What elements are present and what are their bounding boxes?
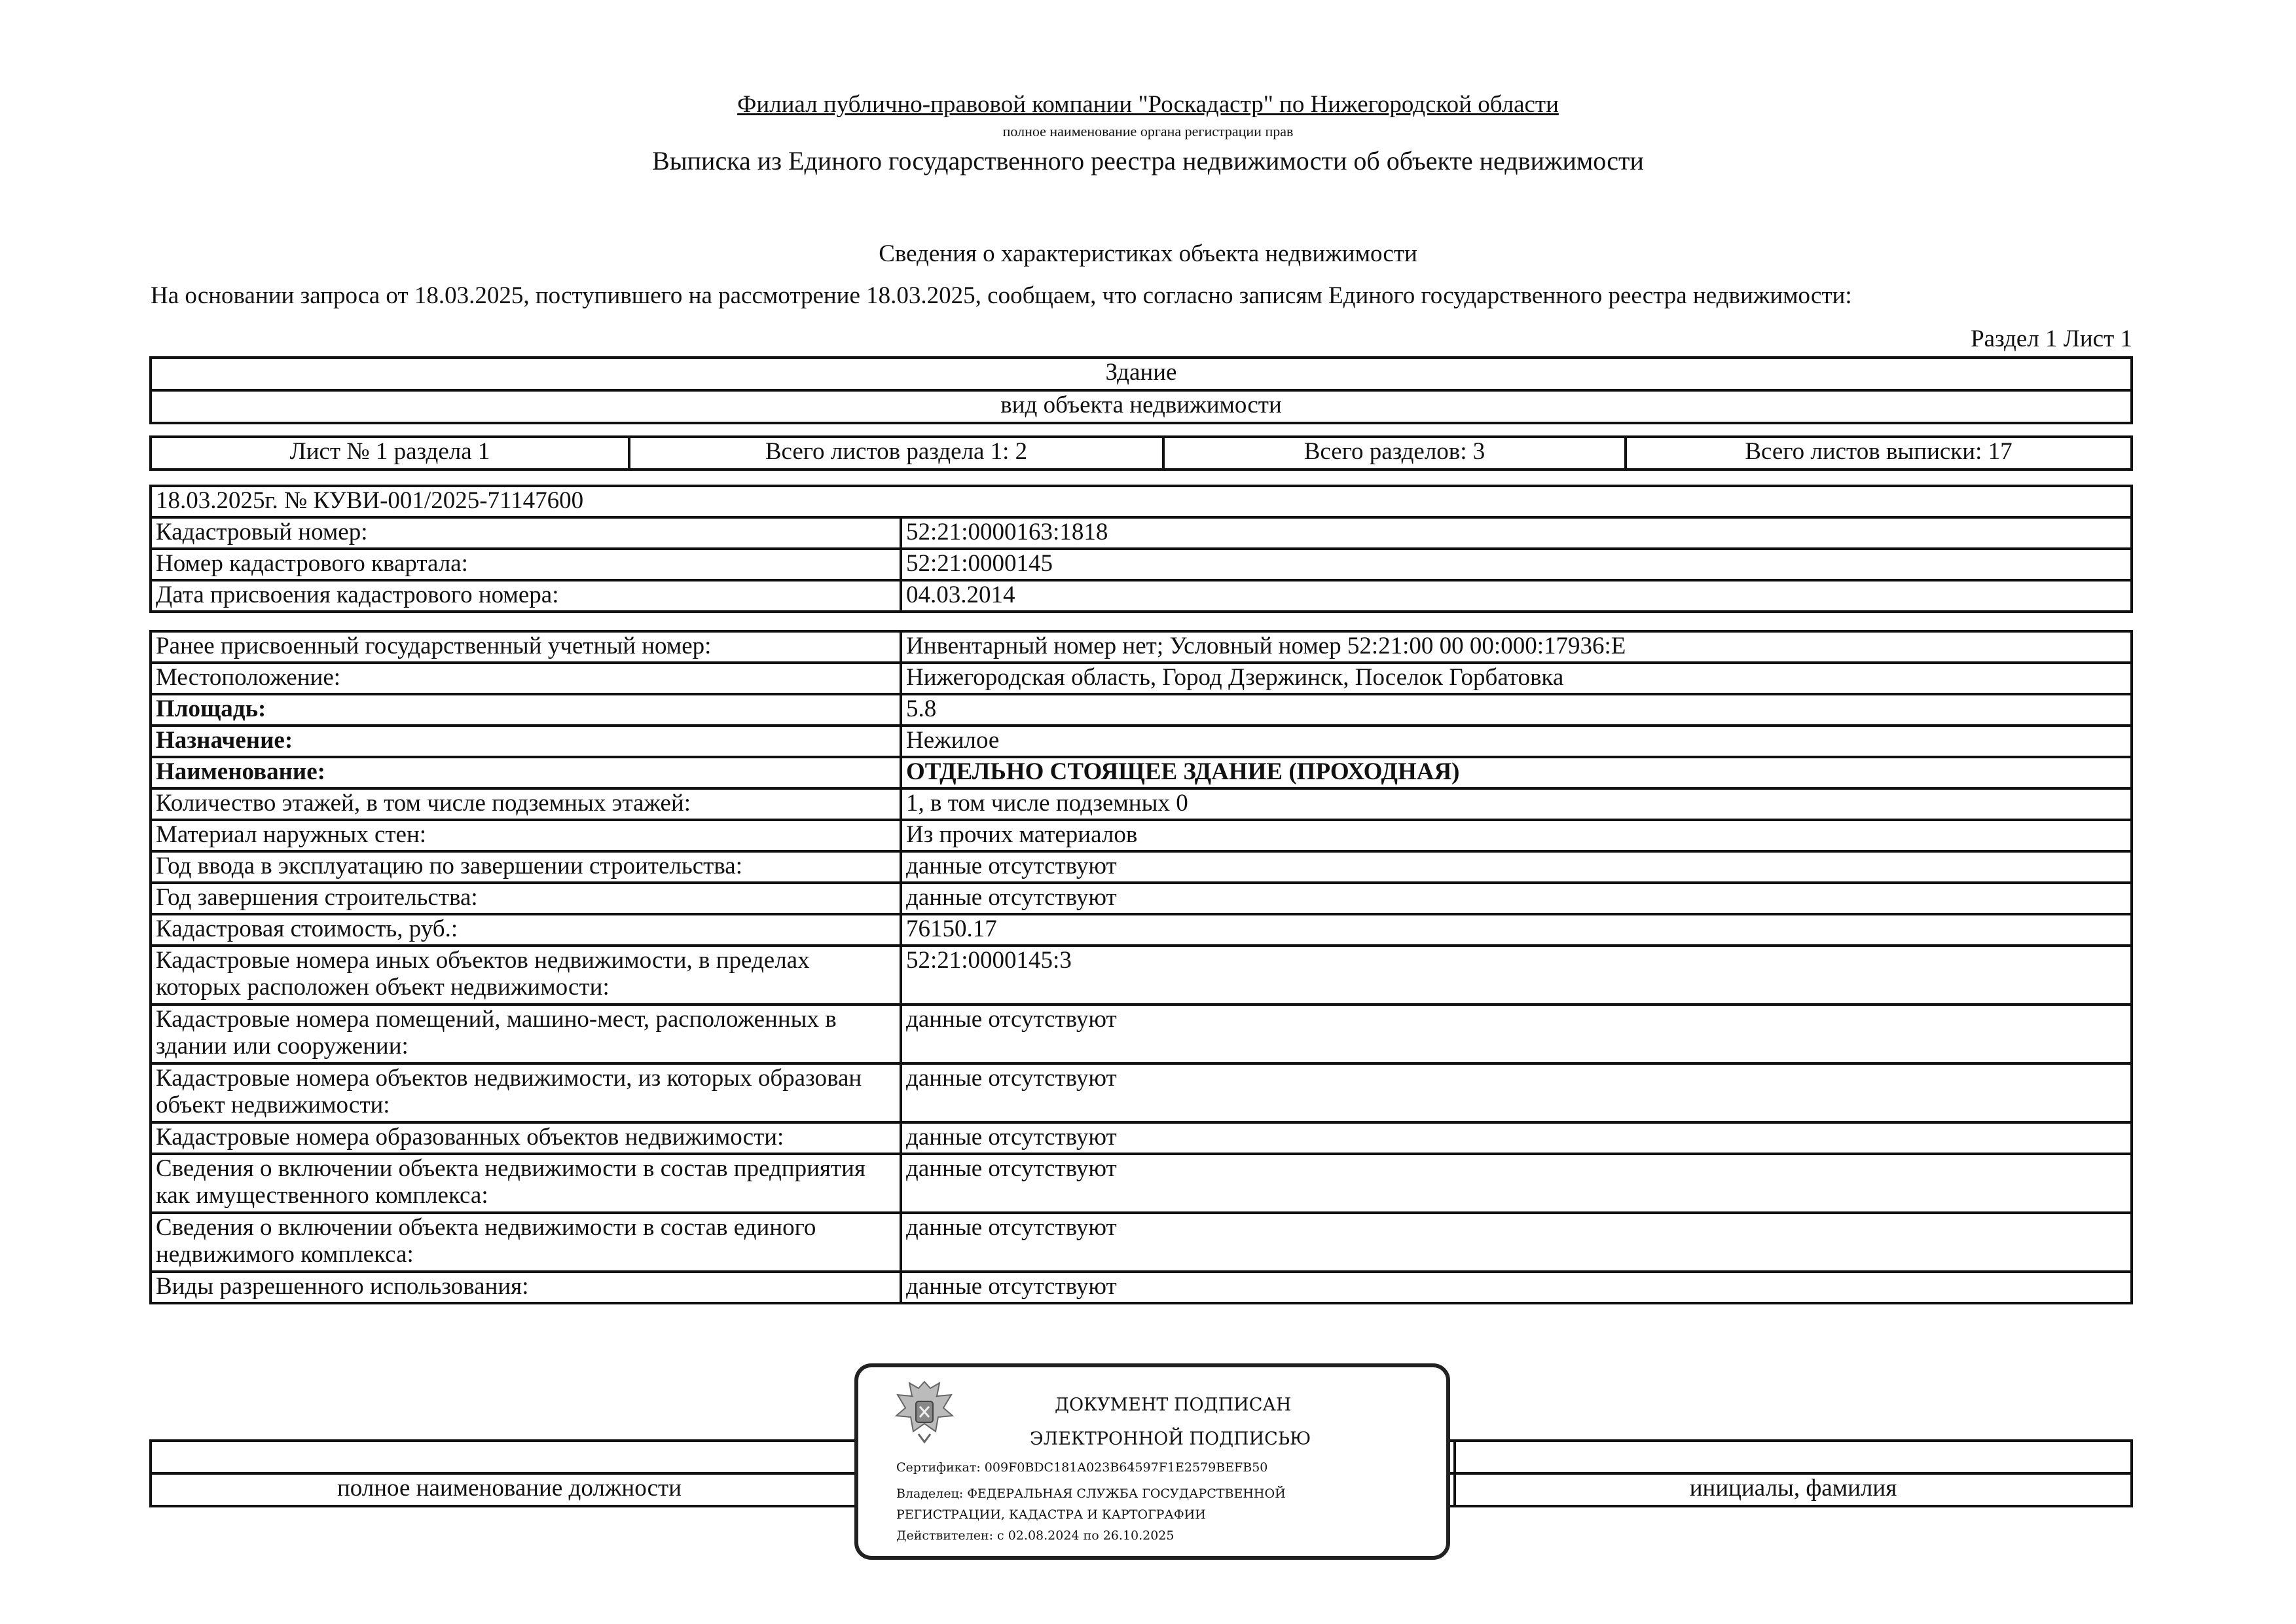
stamp-validity: Действителен: с 02.08.2024 по 26.10.2025 (896, 1528, 1175, 1543)
org-name: Филиал публично-правовой компании "Роскадастр" по Нижегородской области (737, 91, 1559, 118)
field-value: данные отсутствуют (901, 883, 2132, 914)
field-value: Нижегородская область, Город Дзержинск, Поселок Горбатовка (901, 663, 2132, 694)
field-label: Кадастровая стоимость, руб.: (151, 914, 901, 946)
eagle-emblem-icon (892, 1376, 957, 1449)
field-label: Материал наружных стен: (151, 820, 901, 851)
stamp-certificate: Сертификат: 009F0BDC181A023B64597F1E2579BEFB50 (896, 1460, 1268, 1475)
org-caption: полное наименование органа регистрации прав (1002, 123, 1294, 139)
sheets-table (149, 435, 2133, 471)
name-field (1455, 1441, 2132, 1473)
field-value: 5.8 (901, 694, 2132, 726)
field-label: Виды разрешенного использования: (151, 1272, 901, 1303)
field-value: 52:21:0000163:1818 (901, 517, 2132, 549)
field-value: данные отсутствуют (901, 1063, 2132, 1122)
field-label: Наименование: (151, 757, 901, 788)
field-label: Сведения о включении объекта недвижимости в состав предприятия как имущественного комплекса: (151, 1154, 901, 1213)
field-label: Назначение: (151, 726, 901, 757)
field-value: 52:21:0000145:3 (901, 946, 2132, 1005)
field-label: Год завершения строительства: (151, 883, 901, 914)
field-value: 76150.17 (901, 914, 2132, 946)
stamp-owner: Владелец: ФЕДЕРАЛЬНАЯ СЛУЖБА ГОСУДАРСТВЕННОЙ (896, 1486, 1286, 1501)
position-field (151, 1441, 868, 1473)
stamp-title: ДОКУМЕНТ ПОДПИСАН (1055, 1395, 1292, 1415)
field-label: Площадь: (151, 694, 901, 726)
object-type-caption: вид объекта недвижимости (151, 390, 2132, 423)
field-value: 1, в том числе подземных 0 (901, 788, 2132, 820)
field-label: Кадастровые номера иных объектов недвижимости, в пределах которых расположен объект недвижимости: (151, 946, 901, 1005)
stamp-owner-cont: РЕГИСТРАЦИИ, КАДАСТРА И КАРТОГРАФИИ (896, 1507, 1206, 1522)
extract-number: 18.03.2025г. № КУВИ-001/2025-71147600 (151, 486, 2132, 517)
field-value: данные отсутствуют (901, 851, 2132, 883)
sheets-in-section: Всего листов раздела 1: 2 (629, 437, 1163, 470)
field-label: Количество этажей, в том числе подземных этажей: (151, 788, 901, 820)
total-sheets: Всего листов выписки: 17 (1626, 437, 2132, 470)
sheet-number: Лист № 1 раздела 1 (151, 437, 629, 470)
field-label: Кадастровые номера образованных объектов недвижимости: (151, 1122, 901, 1154)
field-label: Местоположение: (151, 663, 901, 694)
field-label: Кадастровый номер: (151, 517, 901, 549)
field-value: данные отсутствуют (901, 1272, 2132, 1303)
section-title: Сведения о характеристиках объекта недвижимости (879, 240, 1417, 267)
object-type-table (149, 356, 2133, 424)
registration-table (149, 485, 2133, 613)
total-sections: Всего разделов: 3 (1163, 437, 1626, 470)
field-value: ОТДЕЛЬНО СТОЯЩЕЕ ЗДАНИЕ (ПРОХОДНАЯ) (901, 757, 2132, 788)
field-value: данные отсутствуют (901, 1154, 2132, 1213)
stamp-subtitle: ЭЛЕКТРОННОЙ ПОДПИСЬЮ (1030, 1429, 1311, 1449)
object-type: Здание (151, 358, 2132, 390)
field-label: Дата присвоения кадастрового номера: (151, 580, 901, 612)
field-value: Из прочих материалов (901, 820, 2132, 851)
field-value: Инвентарный номер нет; Условный номер 52:21:00 00 00:000:17936:Е (901, 631, 2132, 663)
field-value: данные отсутствуют (901, 1122, 2132, 1154)
field-value: Нежилое (901, 726, 2132, 757)
field-value: данные отсутствуют (901, 1213, 2132, 1272)
sheet-reference: Раздел 1 Лист 1 (1971, 325, 2132, 352)
electronic-signature-stamp (854, 1363, 1450, 1560)
field-label: Сведения о включении объекта недвижимости в состав единого недвижимого комплекса: (151, 1213, 901, 1272)
position-caption: полное наименование должности (151, 1473, 868, 1506)
field-value: 52:21:0000145 (901, 549, 2132, 580)
doc-title: Выписка из Единого государственного реестра недвижимости об объекте недвижимости (652, 146, 1644, 175)
name-caption: инициалы, фамилия (1455, 1473, 2132, 1506)
field-value: данные отсутствуют (901, 1005, 2132, 1063)
request-line: На основании запроса от 18.03.2025, поступившего на рассмотрение 18.03.2025, сообщаем, что согласно записям Единого государственного реестра недвижимости: (151, 282, 1852, 309)
field-label: Ранее присвоенный государственный учетный номер: (151, 631, 901, 663)
field-label: Год ввода в эксплуатацию по завершении строительства: (151, 851, 901, 883)
field-label: Кадастровые номера объектов недвижимости, из которых образован объект недвижимости: (151, 1063, 901, 1122)
characteristics-table (149, 630, 2133, 1304)
field-label: Номер кадастрового квартала: (151, 549, 901, 580)
field-label: Кадастровые номера помещений, машино-мест, расположенных в здании или сооружении: (151, 1005, 901, 1063)
field-value: 04.03.2014 (901, 580, 2132, 612)
